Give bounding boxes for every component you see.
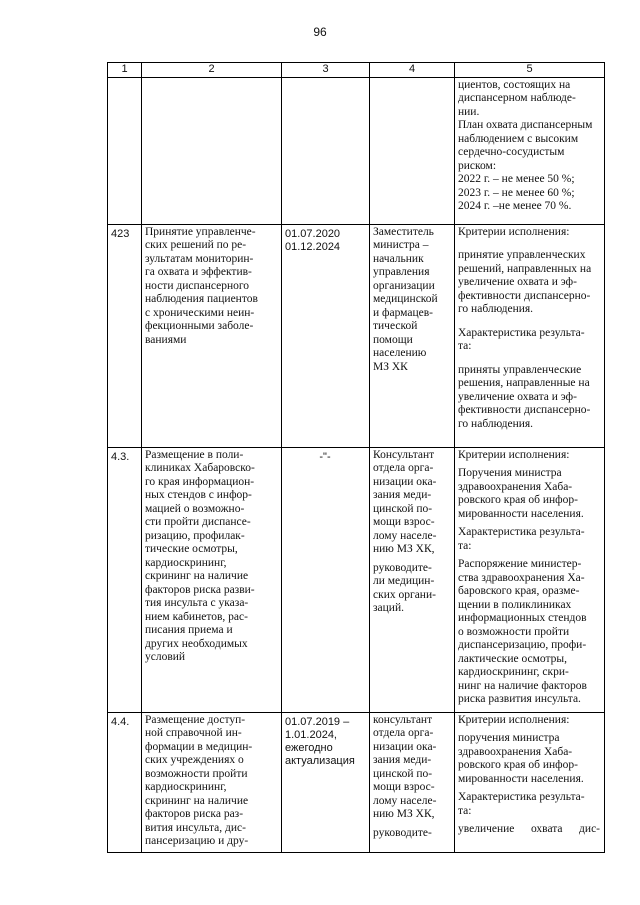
text-line: ваниями	[145, 333, 187, 346]
text-line: кардиоскрининг,	[145, 556, 227, 569]
cell-action	[142, 77, 282, 224]
text-line: начальник	[373, 252, 424, 265]
text-line: низации ока-	[373, 475, 437, 488]
text-line: руководите-	[373, 826, 432, 839]
result-title-end: та:	[458, 340, 472, 352]
text-line: нию МЗ ХК,	[373, 808, 435, 820]
text-line: мощи взрос-	[373, 781, 435, 793]
text-line: Размещение доступ-	[145, 713, 246, 726]
table-header-row	[108, 63, 605, 78]
cell-number	[108, 77, 142, 224]
result-title: Характеристика результа-	[458, 791, 585, 803]
text-line: тия инсульта с указа-	[145, 597, 249, 609]
text-line: ризацию, профилак-	[145, 529, 245, 542]
text-line: лактические осмотры,	[458, 652, 567, 665]
text-line: кардиоскрининг, скри-	[458, 666, 569, 678]
dates-text	[285, 451, 365, 464]
text-line: населению	[373, 347, 427, 359]
text-line: План охвата диспансерным	[458, 119, 593, 131]
text-line: диспансерном наблюде-	[458, 92, 576, 104]
text-line: отдела орга-	[373, 462, 434, 474]
text-line: других необходимых	[145, 637, 248, 650]
text-line: МЗ ХК	[373, 360, 408, 373]
text-line: циентов, состоящих на	[458, 78, 571, 91]
text-line: тической	[373, 320, 418, 332]
text-line: увеличение охвата и эф-	[458, 390, 577, 403]
result-title: Характеристика результа-	[458, 526, 585, 538]
text-line: помощи	[373, 333, 413, 346]
text-line: го наблюдения.	[458, 303, 534, 315]
text-line: Распоряжение министер-	[458, 558, 582, 570]
text-line: медицинской	[373, 293, 438, 305]
text-line: Принятие управленче-	[145, 225, 256, 238]
text-line: возможности пройти	[145, 767, 248, 780]
text-line: 1.01.2024,	[285, 728, 337, 741]
cell-responsible	[370, 447, 455, 712]
text-line: фективности диспансерно-	[458, 404, 591, 416]
cell-action	[142, 224, 282, 447]
text-line: ежегодно	[285, 741, 333, 754]
criteria-text	[458, 249, 600, 317]
text-line: фективности диспансерно-	[458, 289, 591, 302]
action-text	[145, 449, 277, 665]
text-line: го края информацион-	[145, 475, 255, 488]
criteria-text	[458, 732, 600, 786]
result-text	[458, 364, 600, 432]
text-line: Заместитель	[373, 225, 434, 238]
cell-responsible	[370, 712, 455, 852]
text-line: 01.07.2019 –	[285, 715, 350, 728]
text-line: зультатам мониторин-	[145, 252, 254, 265]
text-line: руководите-	[373, 561, 432, 574]
cell-dates	[282, 712, 370, 852]
text-line: факторов риска раз-	[145, 808, 244, 820]
text-line: формации в медицин-	[145, 740, 253, 753]
text-line: лому населе-	[373, 529, 437, 542]
text-line: ных стендов с инфор-	[145, 489, 252, 501]
page-number: 96	[313, 25, 327, 39]
column-header: 1	[108, 63, 142, 78]
cell-dates	[282, 224, 370, 447]
criteria-title: Критерии исполнения:	[458, 225, 570, 238]
text-line: 2022 г. – не менее 50 %;	[458, 173, 575, 185]
text-line: лому населе-	[373, 794, 437, 807]
text-line: сердечно-сосудистым	[458, 146, 565, 158]
table-row	[108, 77, 605, 224]
text-line: наблюдением с высоким	[458, 132, 579, 145]
text-line: нинг на наличие факторов	[458, 679, 587, 692]
column-header: 3	[282, 63, 370, 78]
column-header: 5	[455, 63, 605, 78]
text-line: тические осмотры,	[145, 543, 238, 555]
text-line: приняты управленческие	[458, 363, 582, 376]
cell-action	[142, 447, 282, 712]
text-line: баровского края, оразме-	[458, 585, 580, 597]
text-line: пансеризацию и дру-	[145, 835, 249, 847]
responsible-text	[373, 714, 450, 822]
text-line: отдела орга-	[373, 727, 434, 739]
text-line: о возможности пройти	[458, 625, 570, 638]
text-line: управления	[373, 266, 430, 278]
text-line: 01.12.2024	[285, 240, 341, 253]
text-line: зания меди-	[373, 489, 432, 501]
text-line: нием кабинетов, рас-	[145, 610, 248, 623]
text-line: ских учреждениях о	[145, 754, 244, 766]
cell-result	[455, 224, 605, 447]
text-line: вития инсульта, дис-	[145, 821, 246, 834]
text-line: сти пройти диспансе-	[145, 516, 251, 528]
action-text	[145, 226, 277, 348]
text-line: 2023 г. – не менее 60 %;	[458, 186, 575, 199]
text-line: консультант	[373, 713, 433, 726]
text-line: организации	[373, 279, 435, 292]
text-line: ровского края об инфор-	[458, 759, 578, 771]
cell-responsible	[370, 77, 455, 224]
text-line: ровского края об инфор-	[458, 494, 578, 506]
text-line: мированности населения.	[458, 507, 584, 520]
text-line: писания приема и	[145, 624, 233, 636]
text-line: фекционными заболе-	[145, 320, 254, 332]
text-line: диспансеризацию, профи-	[458, 639, 587, 651]
responsible-text	[373, 226, 450, 375]
text-line: министра –	[373, 239, 429, 251]
text-line: 2024 г. –не менее 70 %.	[458, 200, 572, 212]
result-text	[458, 558, 600, 707]
text-line: решений, направленных на	[458, 262, 592, 275]
text-line: скрининг на наличие	[145, 570, 249, 582]
criteria-title: Критерии исполнения:	[458, 713, 570, 726]
text-line: низации ока-	[373, 740, 437, 753]
text-line: цинской по-	[373, 502, 433, 515]
text-line: га охвата и эффектив-	[145, 266, 252, 278]
criteria-title: Критерии исполнения:	[458, 448, 570, 461]
column-header: 2	[142, 63, 282, 78]
text-line: Размещение в поли-	[145, 448, 244, 461]
cell-result	[455, 712, 605, 852]
text-line: факторов риска разви-	[145, 583, 255, 596]
action-text	[145, 714, 277, 849]
text-line: актуализация	[285, 754, 355, 767]
text-line: заций.	[373, 602, 404, 614]
text-line: нию МЗ ХК,	[373, 543, 435, 555]
text-line: поручения министра	[458, 732, 560, 744]
cell-dates	[282, 77, 370, 224]
text-line: мацией о возможно-	[145, 502, 245, 515]
text-line: ли медицин-	[373, 575, 435, 587]
cell-number: 4.3.	[108, 447, 142, 712]
text-line: риском:	[458, 159, 497, 172]
text-line: зания меди-	[373, 754, 432, 766]
responsible-text	[373, 449, 450, 557]
text-line: ства здравоохранения Ха-	[458, 571, 585, 584]
text-line: мощи взрос-	[373, 516, 435, 528]
responsible-text-2	[373, 827, 450, 841]
result-title-end: та:	[458, 539, 472, 552]
text-line: здравоохранения Хаба-	[458, 480, 573, 493]
text-line: 01.07.2020	[285, 227, 341, 240]
result-continuation	[458, 79, 600, 214]
text-line: скрининг на наличие	[145, 794, 249, 807]
cell-action	[142, 712, 282, 852]
text-line: ной справочной ин-	[145, 727, 242, 739]
cell-number: 4.4.	[108, 712, 142, 852]
text-line: наблюдения пациентов	[145, 293, 258, 305]
text-line: -"-	[319, 450, 331, 463]
result-title-end: та:	[458, 804, 472, 817]
result-text	[458, 823, 600, 837]
text-line: здравоохранения Хаба-	[458, 745, 573, 758]
text-line: нии.	[458, 105, 480, 118]
table-row	[108, 712, 605, 852]
cell-number: 423	[108, 224, 142, 447]
text-line: условий	[145, 651, 186, 663]
cell-dates	[282, 447, 370, 712]
table-row	[108, 447, 605, 712]
text-line: кардиоскрининг,	[145, 781, 227, 793]
cell-result	[455, 447, 605, 712]
text-line: ности диспансерного	[145, 279, 250, 292]
text-line: принятие управленческих	[458, 249, 586, 261]
text-line: клиниках Хабаровско-	[145, 462, 255, 474]
measures-table	[107, 62, 605, 853]
text-line: и фармацев-	[373, 306, 433, 319]
column-header: 4	[370, 63, 455, 78]
text-line: информационных стендов	[458, 612, 587, 624]
text-line: мированности населения.	[458, 772, 584, 785]
dates-text	[285, 716, 365, 768]
text-line: риска развития инсульта.	[458, 693, 581, 705]
cell-responsible	[370, 224, 455, 447]
text-line: Поручения министра	[458, 467, 562, 479]
dates-text	[285, 228, 365, 254]
text-line: щении в поликлиниках	[458, 598, 572, 611]
responsible-text-2	[373, 562, 450, 616]
text-line: го наблюдения.	[458, 417, 534, 430]
text-line: с хроническими неин-	[145, 306, 255, 319]
criteria-text	[458, 467, 600, 521]
text-line: увеличение охвата дис-	[458, 823, 600, 835]
table-row	[108, 224, 605, 447]
result-title: Характеристика результа-	[458, 326, 585, 339]
text-line: ских органи-	[373, 588, 436, 601]
cell-result	[455, 77, 605, 224]
text-line: ских решений по ре-	[145, 239, 247, 251]
text-line: увеличение охвата и эф-	[458, 276, 577, 288]
text-line: решения, направленные на	[458, 377, 590, 389]
text-line: цинской по-	[373, 767, 433, 780]
text-line: Консультант	[373, 448, 435, 461]
